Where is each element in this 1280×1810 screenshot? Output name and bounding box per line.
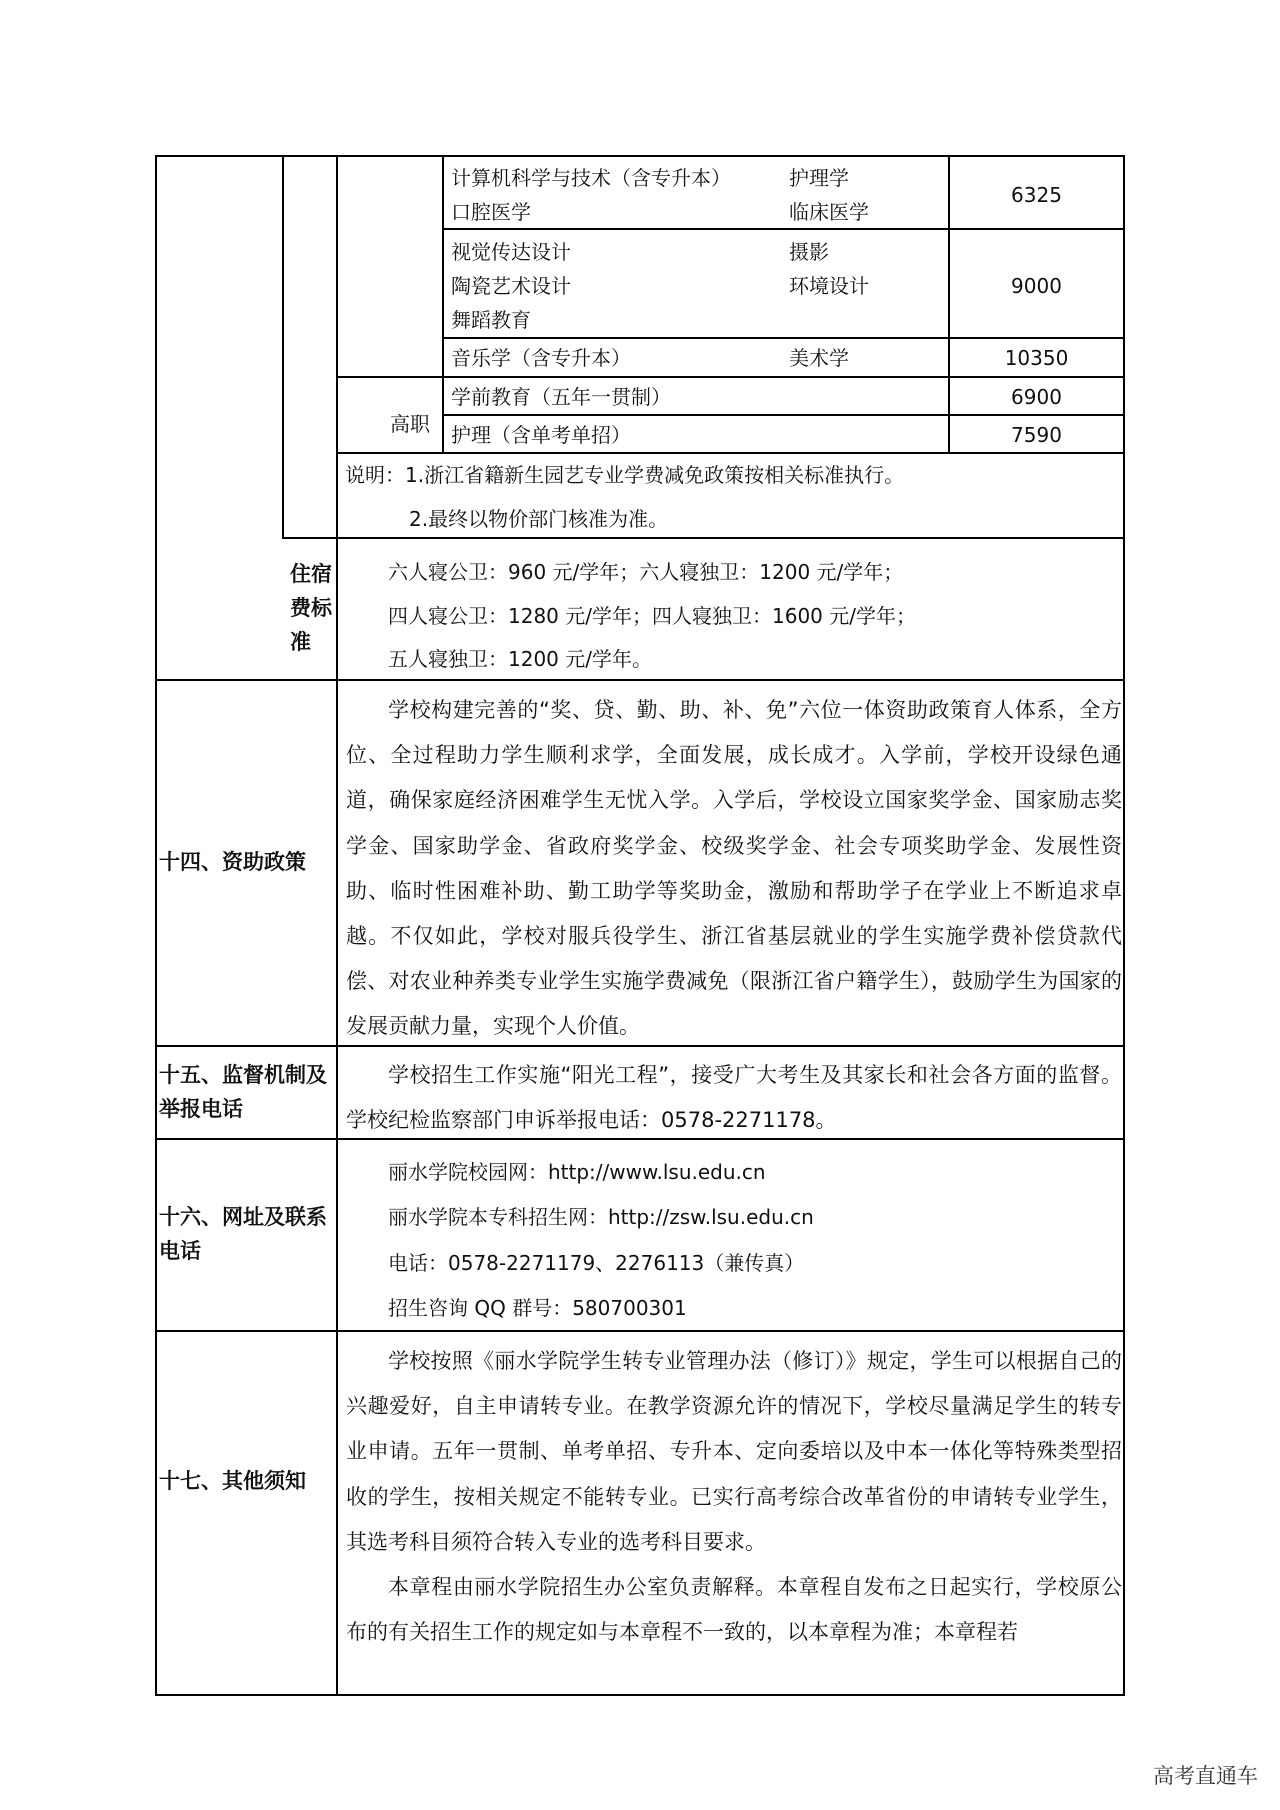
contact-line: 电话：0578-2271179、2276113（兼传真） [388,1251,805,1275]
major-name: 临床医学 [789,200,869,224]
paragraph: 学校按照《丽水学院学生转专业管理办法（修订）》规定，学生可以根据自己的兴趣爱好，自主申请转专业。在教学资源允许的情况下，学校尽量满足学生的转专业申请。五年一贯制、单考单招、专升本、定向委培以及中本一体化等特殊类型招收的学生，按相关规定不能转专业。已实行高考综合改革省份的申请转专业学生，其选考科目须符合转入专业的选考科目要求。 [346,1349,1122,1554]
section-body-aid: 学校构建完善的“奖、贷、勤、助、补、免”六位一体资助政策育人体系，全方位、全过程助力学生顺利求学，全面发展，成长成才。入学前，学校开设绿色通道，确保家庭经济困难学生无忧入学。入学后，学校设立国家奖学金、国家励志奖学金、国家助学金、省政府奖学金、校级奖学金、社会专项奖助学金、发展性资助、临时性困难补助、勤工助学等奖助金，激励和帮助学子在学业上不断追求卓越。不仅如此，学校对服兵役学生、浙江省基层就业的学生实施学费补偿贷款代偿、对农业种养类专业学生实施学费减免（限浙江省户籍学生），鼓励学生为国家的发展贡献力量，实现个人价值。 [346,698,1122,1039]
watermark-text: 高考直通车 [1153,1764,1258,1788]
fee-note: 2.最终以物价部门核准为准。 [409,507,669,531]
fee-row-line [442,228,1125,230]
major-name: 护理学 [789,166,849,190]
section-title-contact [159,1200,339,1268]
section-line [155,679,1125,681]
fee-value: 10350 [1004,346,1069,370]
major-name: 音乐学（含专升本） [451,346,631,370]
major-name: 护理（含单考单招） [451,423,631,447]
table-border-bottom [155,1694,1125,1696]
major-name: 视觉传达设计 [451,240,571,264]
fee-row-line [336,376,1125,378]
section-body-other [346,1339,1122,1655]
major-name: 口腔医学 [451,200,531,224]
section-title-line: 电话 [159,1239,201,1263]
fee-row-line [336,452,1125,454]
major-name: 摄影 [789,240,829,264]
dorm-label: 住宿 [290,562,332,586]
section-title-supervision [159,1058,339,1126]
table-border-left [155,155,157,1696]
contact-line: 招生咨询 QQ 群号：580700301 [388,1296,687,1320]
dorm-fee-line: 四人寝公卫：1280 元/学年；四人寝独卫：1600 元/学年； [388,604,916,628]
major-name: 计算机科学与技术（含专升本） [451,166,731,190]
paragraph: 本章程由丽水学院招生办公室负责解释。本章程自发布之日起实行，学校原公布的有关招生工作的规定如与本章程不一致的，以本章程为准；本章程若 [346,1575,1122,1645]
contact-line: 丽水学院校园网：http://www.lsu.edu.cn [388,1160,766,1184]
section-title-aid: 十四、资助政策 [159,850,306,874]
dorm-label: 费标 [290,596,332,620]
fee-row-line [442,337,1125,339]
section-title-line: 举报电话 [159,1097,243,1121]
major-name: 学前教育（五年一贯制） [451,385,671,409]
dorm-fee-line: 五人寝独卫：1200 元/学年。 [388,647,652,671]
major-name: 美术学 [789,346,849,370]
section-title-line: 十五、监督机制及 [159,1063,327,1087]
dorm-fee-line: 六人寝公卫：960 元/学年；六人寝独卫：1200 元/学年； [388,560,904,584]
table-border-top [155,155,1125,157]
major-name: 舞蹈教育 [451,308,531,332]
fee-value: 6325 [1011,183,1062,207]
section-body-supervision: 学校招生工作实施“阳光工程”，接受广大考生及其家长和社会各方面的监督。学校纪检监察部门申诉举报电话：0578-2271178。 [346,1063,1122,1133]
fee-value: 6900 [1011,385,1062,409]
fee-value: 9000 [1011,274,1062,298]
fee-row-line [442,414,1125,416]
col-divider-sub [442,155,444,454]
dorm-label: 准 [290,630,311,654]
major-name: 陶瓷艺术设计 [451,274,571,298]
col-divider-narrow [282,155,284,539]
section-title-other: 十七、其他须知 [159,1469,306,1493]
table-border-right [1123,155,1125,1696]
contact-line: 丽水学院本专科招生网：http://zsw.lsu.edu.cn [388,1205,814,1229]
major-name: 环境设计 [789,274,869,298]
gaozhi-label: 高职 [390,412,430,436]
fee-value: 7590 [1011,423,1062,447]
section-title-line: 十六、网址及联系 [159,1205,327,1229]
fee-note: 说明：1.浙江省籍新生园艺专业学费减免政策按相关标准执行。 [345,463,905,487]
dorm-row-line [282,537,1125,539]
